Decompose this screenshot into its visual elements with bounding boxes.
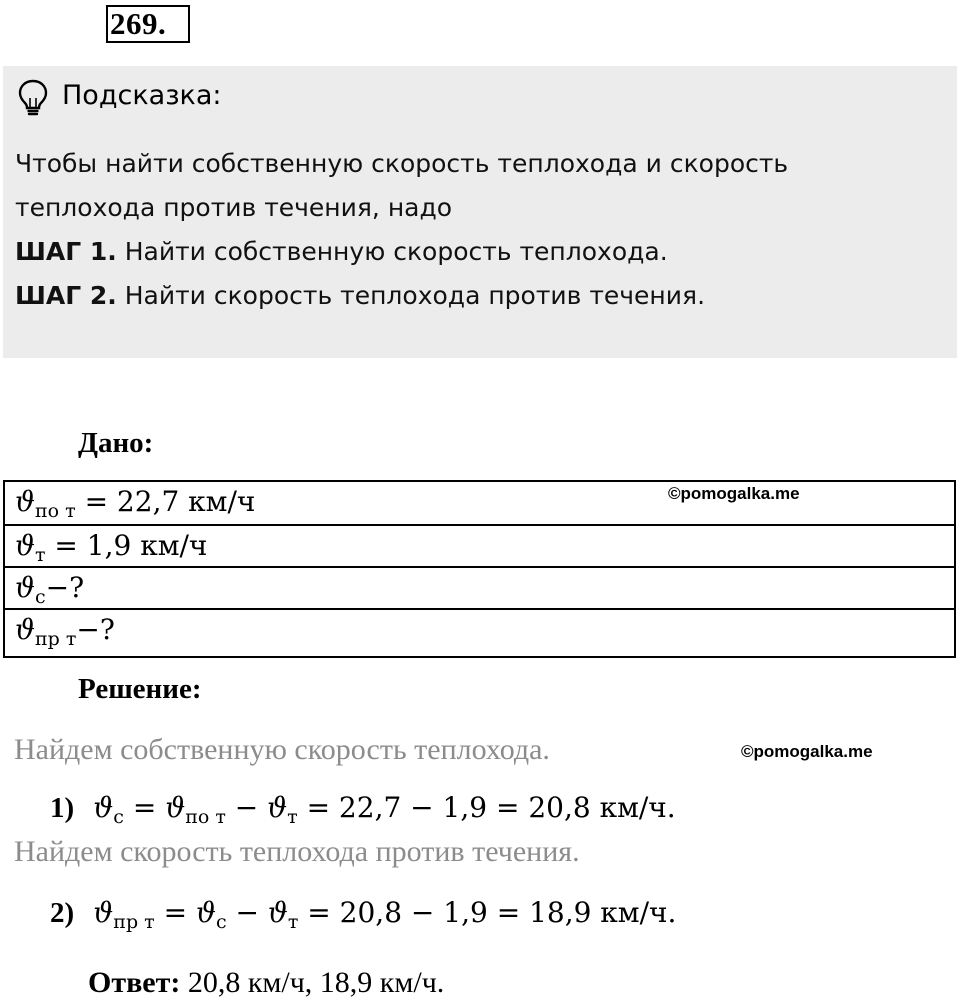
hint-step-label: ШАГ 2. (15, 281, 117, 310)
given-row (5, 482, 954, 526)
given-label: Дано: (78, 427, 154, 459)
velocity-symbol: ϑ (15, 613, 36, 646)
hint-step-label: ШАГ 1. (15, 237, 117, 266)
hint-title: Подсказка: (62, 80, 222, 111)
hint-line: Чтобы найти собственную скорость теплохода и скорость (15, 149, 789, 178)
velocity-subscript: по т (35, 500, 76, 522)
given-value: = 1,9 км/ч (45, 529, 208, 562)
solution-step (50, 893, 676, 937)
velocity-subscript: пр т (113, 911, 155, 933)
given-expression (15, 526, 207, 566)
given-row (5, 568, 954, 610)
solution-step (50, 788, 676, 832)
given-expression (15, 568, 84, 608)
step-calculation: = 22,7 − 1,9 = 20,8 км/ч. (297, 791, 676, 824)
velocity-symbol: ϑ (15, 485, 36, 518)
hint-step (15, 230, 945, 274)
velocity-subscript: т (287, 806, 298, 828)
watermark: ©pomogalka.me (741, 742, 873, 761)
velocity-symbol: ϑ (165, 791, 186, 824)
velocity-subscript: т (35, 544, 46, 566)
watermark: ©pomogalka.me (668, 484, 800, 503)
velocity-symbol: ϑ (195, 896, 216, 929)
given-value: −? (76, 613, 115, 646)
velocity-subscript: с (35, 586, 46, 608)
step-number: 2) (50, 897, 75, 929)
solution-label: Решение: (78, 673, 202, 705)
velocity-symbol: ϑ (267, 896, 288, 929)
velocity-subscript: с (113, 806, 124, 828)
answer-text: 20,8 км/ч, 18,9 км/ч. (180, 966, 445, 999)
lightbulb-icon (16, 78, 50, 116)
problem-number: 269. (110, 6, 167, 41)
given-expression (15, 610, 115, 650)
step-formula: $ϑ_с = ϑ_{по т} - ϑ_т = 22,7 - 1,9 = 20,8$ км/ч. (93, 791, 676, 828)
given-row (5, 526, 954, 568)
hint-line: теплохода против течения, надо (15, 193, 453, 222)
given-value: −? (45, 571, 85, 604)
step-number: 1) (50, 792, 75, 824)
velocity-subscript: пр т (35, 628, 77, 650)
velocity-symbol: ϑ (15, 571, 36, 604)
step-calculation: = 20,8 − 1,9 = 18,9 км/ч. (298, 896, 677, 929)
hint-step-text: Найти скорость теплохода против течения. (116, 281, 706, 310)
velocity-symbol: ϑ (267, 791, 288, 824)
given-row (5, 610, 954, 656)
velocity-subscript: по т (185, 806, 226, 828)
answer-line (88, 963, 444, 1003)
solution-intro: Найдем собственную скорость теплохода. (14, 733, 550, 766)
solution-intro: Найдем скорость теплохода против течения. (14, 835, 580, 868)
velocity-subscript: т (287, 911, 299, 933)
velocity-subscript: с (215, 911, 227, 933)
hint-step (15, 274, 945, 318)
velocity-symbol: ϑ (93, 791, 114, 824)
given-value: = 22,7 км/ч (75, 485, 256, 518)
hint-step-text: Найти собственную скорость теплохода. (116, 237, 668, 266)
velocity-symbol: ϑ (93, 896, 114, 929)
velocity-symbol: ϑ (15, 529, 36, 562)
given-expression (15, 482, 255, 522)
hint-body (15, 142, 945, 318)
answer-label: Ответ: (88, 966, 181, 999)
step-formula: $ϑ_{пр т} = ϑ_с - ϑ_т = 20,8 - 1,9 = 18,9$ км/ч. (93, 896, 677, 933)
given-table (3, 480, 956, 658)
